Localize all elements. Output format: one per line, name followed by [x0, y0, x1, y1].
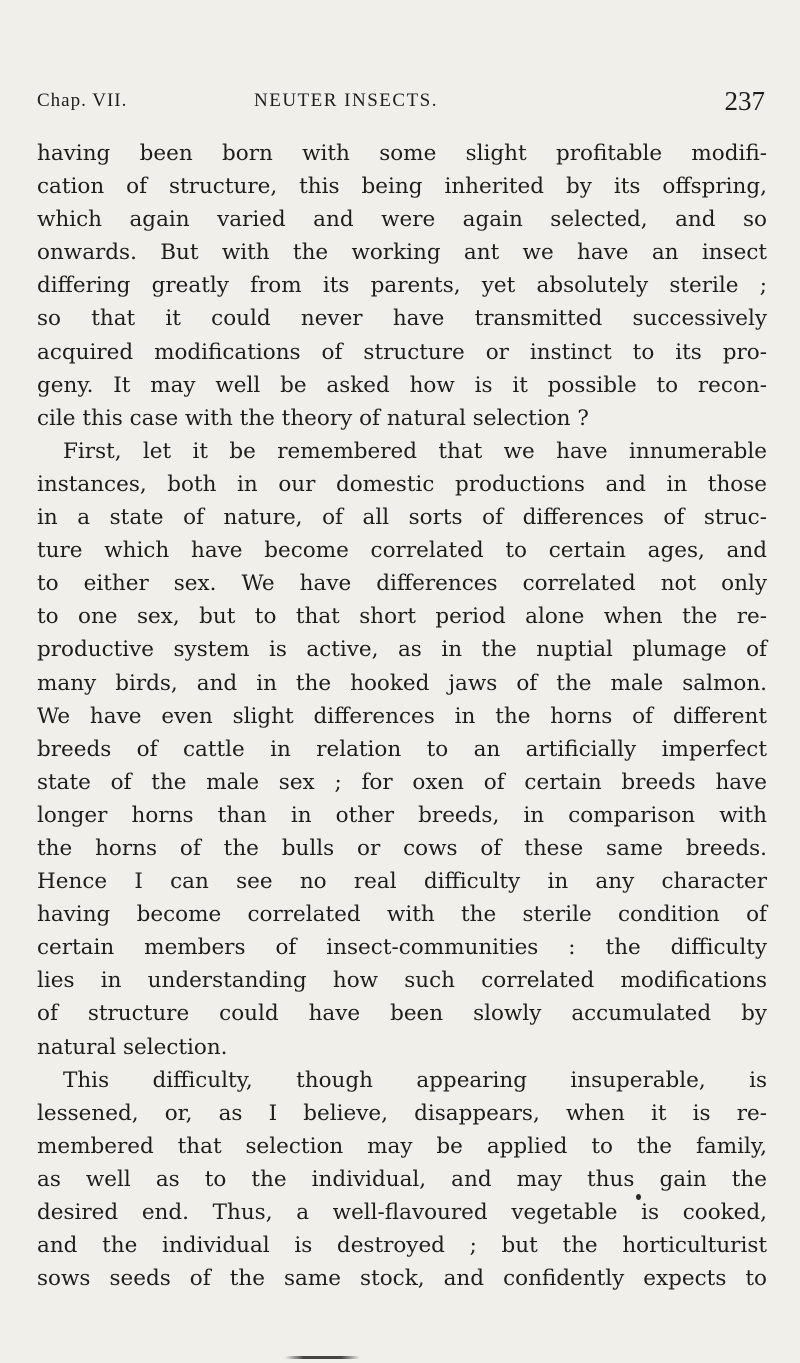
text-line: ture which have become correlated to certain ages, and — [37, 538, 767, 564]
text-line: productive system is active, as in the nuptial plumage of — [37, 637, 767, 663]
text-line: and the individual is destroyed ; but the horticulturist — [37, 1233, 767, 1259]
text-line: longer horns than in other breeds, in comparison with — [37, 802, 767, 828]
text-line: geny. It may well be asked how is it possible to recon- — [37, 372, 767, 398]
text-line: onwards. But with the working ant we have an insect — [37, 240, 767, 266]
text-line: instances, both in our domestic productions and in those — [37, 471, 767, 497]
paragraph-start-line: First, let it be remembered that we have innumerable — [63, 438, 767, 464]
body-text — [37, 137, 767, 1295]
paragraph-start-line: This difficulty, though appearing insuperable, is — [63, 1067, 767, 1093]
text-line: so that it could never have transmitted successively — [37, 306, 767, 332]
page-number: 237 — [724, 86, 765, 116]
text-line: which again varied and were again selected, and so — [37, 207, 767, 233]
text-line: desired end. Thus, a well-flavoured vegetable is cooked, — [37, 1200, 767, 1225]
text-line: sows seeds of the same stock, and confidently expects to — [37, 1266, 767, 1292]
text-line: as well as to the individual, and may thus gain the — [37, 1166, 767, 1192]
text-line: natural selection. — [37, 1034, 228, 1060]
text-line: to one sex, but to that short period alone when the re- — [37, 604, 767, 630]
text-line: differing greatly from its parents, yet absolutely sterile ; — [37, 273, 767, 299]
text-line: cile this case with the theory of natural selection ? — [37, 405, 589, 431]
text-line: cation of structure, this being inherited by its offspring, — [37, 174, 767, 200]
running-head-chapter: Chap. VII. — [37, 90, 128, 111]
text-line: lessened, or, as I believe, disappears, when it is re- — [37, 1100, 767, 1126]
running-head-title: NEUTER INSECTS. — [254, 90, 438, 111]
text-line: membered that selection may be applied to the family, — [37, 1133, 767, 1159]
ink-speck — [636, 1194, 641, 1200]
page-edge-mark — [285, 1356, 360, 1359]
text-line: acquired modifications of structure or instinct to its pro- — [37, 339, 767, 365]
text-line: having become correlated with the sterile condition of — [37, 902, 767, 928]
text-line: having been born with some slight profitable modifi- — [37, 141, 767, 166]
text-line: many birds, and in the hooked jaws of the male salmon. — [37, 670, 767, 696]
text-line: in a state of nature, of all sorts of differences of struc- — [37, 505, 767, 531]
text-line: certain members of insect-communities : the difficulty — [37, 935, 767, 961]
text-line: Hence I can see no real difficulty in any character — [37, 869, 767, 895]
page-header — [37, 86, 765, 126]
text-line: state of the male sex ; for oxen of certain breeds have — [37, 769, 767, 795]
text-line: to either sex. We have differences correlated not only — [37, 571, 767, 597]
text-line: the horns of the bulls or cows of these same breeds. — [37, 835, 767, 861]
text-line: lies in understanding how such correlated modifications — [37, 968, 767, 994]
text-line: breeds of cattle in relation to an artificially imperfect — [37, 736, 767, 762]
text-line: of structure could have been slowly accumulated by — [37, 1001, 767, 1027]
text-line: We have even slight differences in the horns of different — [37, 703, 767, 729]
